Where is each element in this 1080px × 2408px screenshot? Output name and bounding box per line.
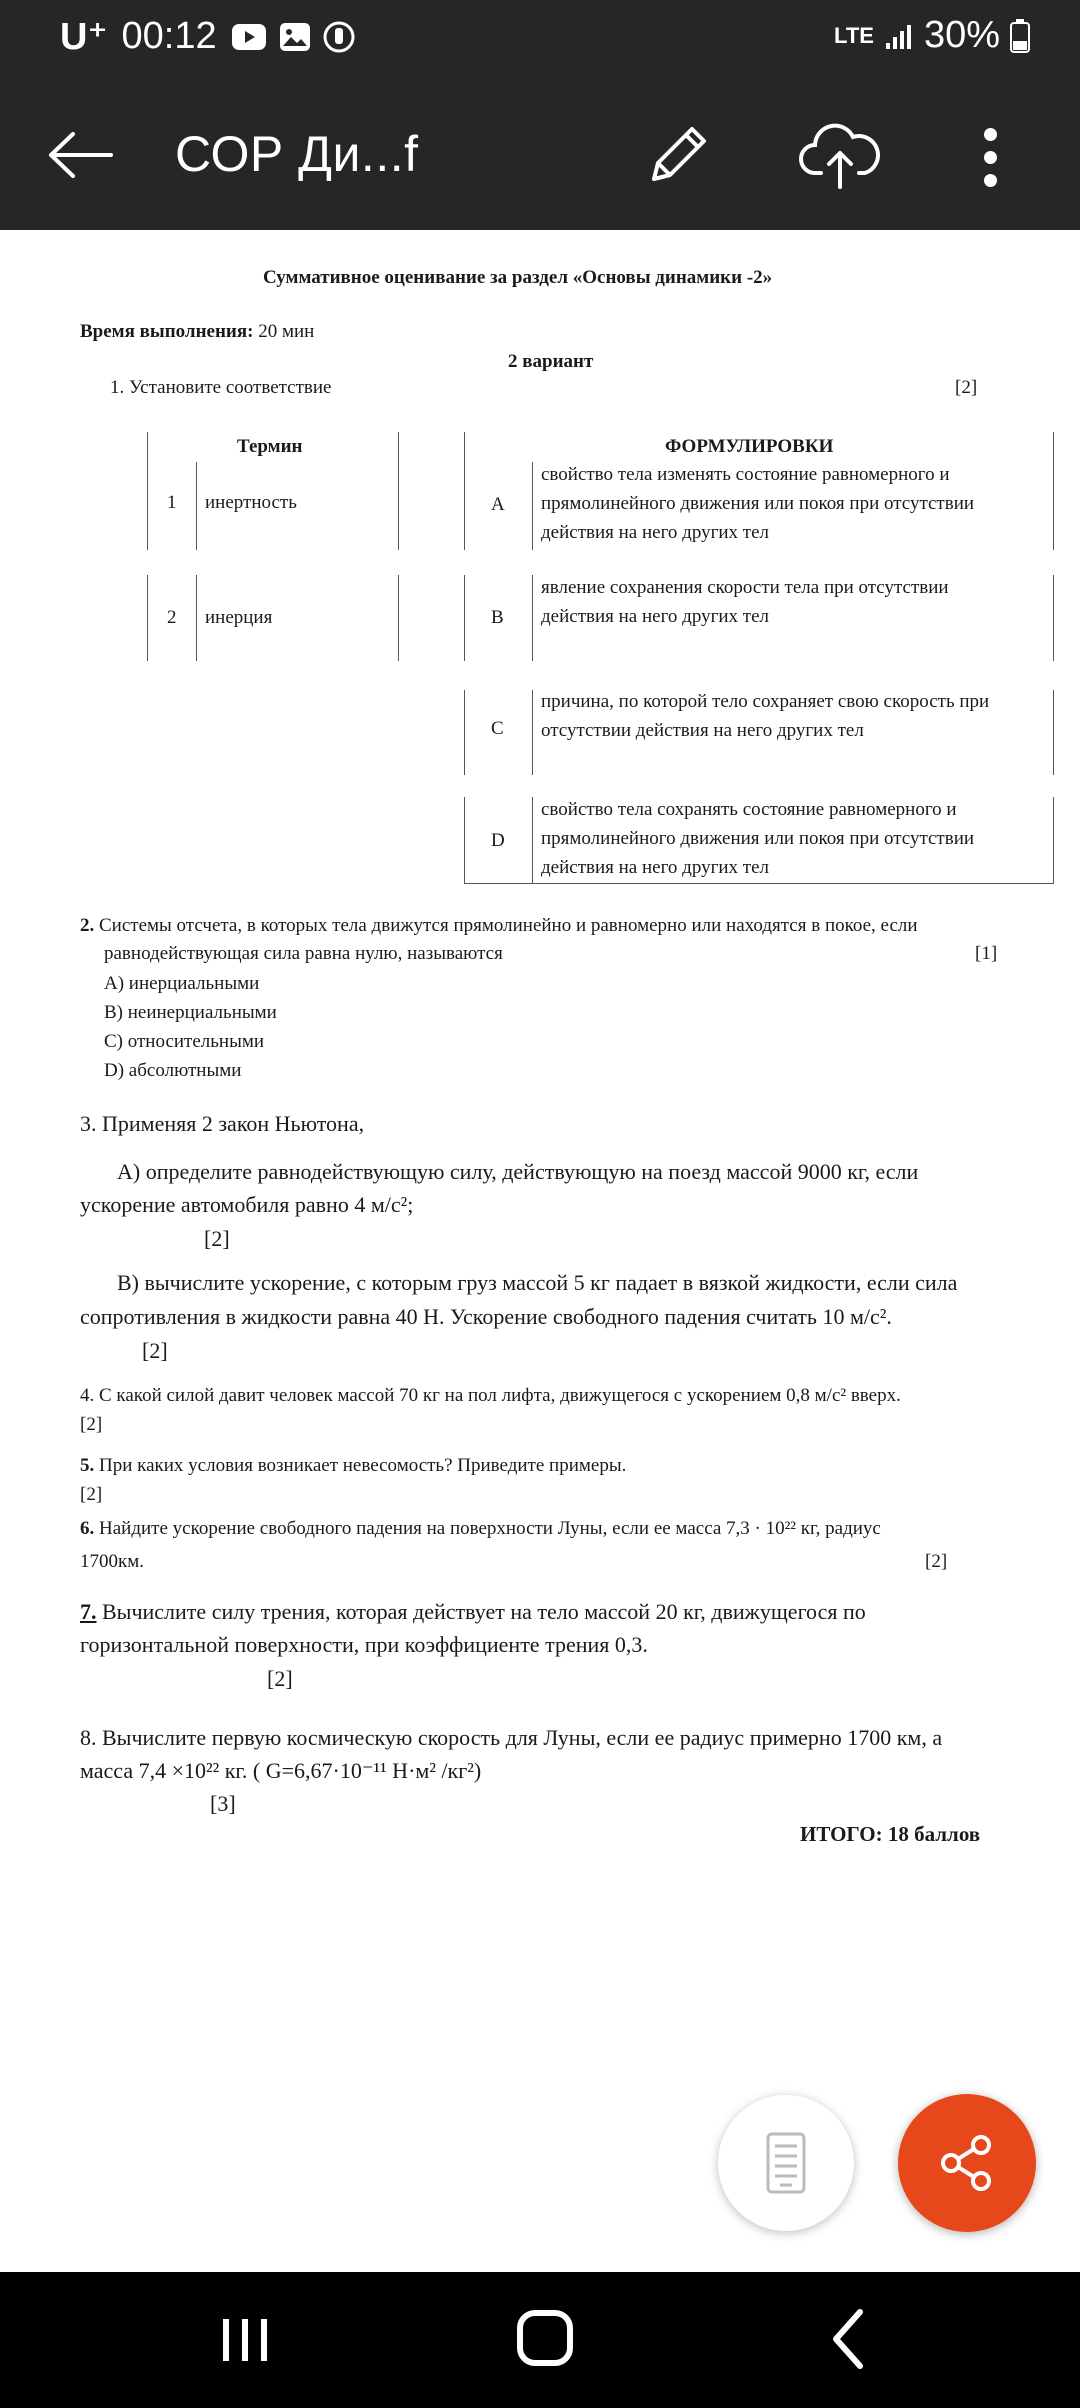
term-2: инерция: [205, 607, 273, 628]
page-view-button[interactable]: [718, 2095, 854, 2231]
q3-a-line2: ускорение автомобиля равно 4 м/с²;: [80, 1192, 414, 1217]
def-c-line: отсутствии действия на него других тел: [541, 720, 864, 741]
back-arrow-icon: [47, 130, 113, 180]
term-1: инертность: [205, 492, 297, 513]
share-icon: [935, 2131, 999, 2195]
def-a: [541, 460, 974, 547]
document-title: СОР Ди...f: [175, 126, 419, 182]
q3-a-line1: A) определите равнодействующую силу, действующую на поезд массой 9000 кг, если: [117, 1159, 919, 1184]
def-d-line: прямолинейного движения или покоя при отсутствии: [541, 828, 975, 849]
more-options-icon: [984, 128, 997, 141]
app-bar: [0, 85, 1080, 230]
def-d: [541, 795, 974, 882]
cloud-upload-icon: [795, 117, 885, 193]
q8-line1: 8. Вычислите первую космическую скорость для Луны, если ее радиус примерно 1700 км, а: [80, 1725, 943, 1750]
q2-line2: равнодействующая сила равна нулю, называются: [104, 943, 503, 964]
q1-text: 1. Установите соответствие: [110, 377, 332, 398]
def-letter-d: D: [491, 830, 505, 851]
navigation-bar: [0, 2272, 1080, 2408]
battery-percent: 30%: [923, 14, 1000, 56]
q7-line1: [80, 1595, 866, 1629]
q6-line2: 1700км.: [80, 1551, 145, 1572]
q8-points: [3]: [210, 1791, 236, 1816]
q6-text: Найдите ускорение свободного падения на поверхности Луны, если ее масса 7,3 · 10²² кг, радиус: [94, 1518, 881, 1539]
recent-apps-icon: [223, 2319, 229, 2361]
time-label: Время выполнения:: [80, 321, 254, 342]
hand-notification-icon: [323, 20, 355, 54]
more-options-button[interactable]: [960, 117, 1020, 197]
carrier-label: U⁺: [60, 16, 108, 58]
nav-back-button[interactable]: [820, 2306, 880, 2372]
variant-label: 2 вариант: [508, 351, 594, 372]
def-b-line: явление сохранения скорости тела при отсутствии: [541, 577, 949, 598]
term-num-1: 1: [167, 492, 177, 513]
def-a-line: действия на него других тел: [541, 522, 769, 543]
def-letter-a: A: [491, 494, 505, 515]
youtube-notification-icon: [231, 23, 267, 51]
chevron-left-icon: [820, 2306, 880, 2372]
col-term-header: Термин: [237, 436, 303, 457]
share-button[interactable]: [898, 2094, 1036, 2232]
q3-b-points: [2]: [142, 1338, 168, 1363]
q5-text: При каких условия возникает невесомость? Приведите примеры.: [94, 1455, 627, 1476]
q5-points: [2]: [80, 1484, 103, 1505]
gallery-notification-icon: [279, 22, 311, 52]
q3-a-points: [2]: [204, 1226, 230, 1251]
q6-num: 6.: [80, 1518, 95, 1539]
q2-option-d: D) абсолютными: [104, 1060, 242, 1081]
q3-b-line2: сопротивления в жидкости равна 40 Н. Ускорение свободного падения считать 10 м/с².: [80, 1304, 892, 1329]
q4-text: 4. С какой силой давит человек массой 70 кг на пол лифта, движущегося с ускорением 0,8 м/с² вверх.: [80, 1385, 901, 1406]
q2-num: 2.: [80, 915, 95, 936]
col-def-header: ФОРМУЛИРОВКИ: [665, 436, 834, 457]
q7-line2: горизонтальной поверхности, при коэффициенте трения 0,3.: [80, 1632, 648, 1657]
q6-points: [2]: [925, 1551, 948, 1572]
q7-num: 7.: [80, 1599, 97, 1624]
battery-icon: [1010, 19, 1030, 53]
time-line: [80, 318, 314, 346]
term-num-2: 2: [167, 607, 177, 628]
q5-num: 5.: [80, 1455, 95, 1476]
more-dot: [984, 174, 997, 187]
q7-text: Вычислите силу трения, которая действует на тело массой 20 кг, движущегося по: [96, 1599, 866, 1624]
q2-option-b: B) неинерциальными: [104, 1002, 277, 1023]
more-dot: [984, 151, 997, 164]
q4-points: [2]: [80, 1414, 103, 1435]
q1-points: [2]: [955, 377, 978, 398]
def-a-line: прямолинейного движения или покоя при отсутствии: [541, 493, 975, 514]
q3-intro: 3. Применяя 2 закон Ньютона,: [80, 1111, 365, 1136]
q2-text: Системы отсчета, в которых тела движутся прямолинейно и равномерно или находятся в покое, если: [94, 915, 918, 936]
home-button[interactable]: [517, 2310, 573, 2366]
def-c: [541, 687, 989, 745]
q2-points: [1]: [975, 943, 998, 964]
def-b-line: действия на него других тел: [541, 606, 769, 627]
cloud-upload-button[interactable]: [795, 117, 885, 197]
pencil-icon: [640, 117, 716, 193]
back-button[interactable]: [40, 115, 120, 195]
doc-heading: Суммативное оценивание за раздел «Основы динамики -2»: [263, 267, 773, 288]
recent-bar: [261, 2319, 267, 2361]
clock: 00:12: [121, 15, 217, 57]
total-score: ИТОГО: 18 баллов: [800, 1822, 981, 1846]
recent-bar: [242, 2319, 248, 2361]
def-letter-b: B: [491, 607, 504, 628]
document-page[interactable]: [0, 230, 1080, 2272]
def-d-line: свойство тела сохранять состояние равномерного и: [541, 799, 957, 820]
edit-button[interactable]: [640, 117, 720, 197]
q7-points: [2]: [267, 1666, 293, 1691]
signal-icon: [884, 21, 914, 51]
document-lines-icon: [766, 2132, 806, 2194]
lte-icon: LTE: [834, 22, 874, 48]
def-b: [541, 573, 949, 631]
q5-line: [80, 1452, 626, 1480]
status-bar: [0, 0, 1080, 85]
q2-option-c: C) относительными: [104, 1031, 265, 1052]
q2-option-a: A) инерциальными: [104, 973, 260, 994]
recent-apps-button[interactable]: [215, 2310, 275, 2370]
def-letter-c: C: [491, 718, 504, 739]
def-a-line: свойство тела изменять состояние равномерного и: [541, 464, 950, 485]
q2-line1: [80, 912, 918, 940]
q6-line1: [80, 1515, 881, 1543]
def-d-line: действия на него других тел: [541, 857, 769, 878]
q8-line2: масса 7,4 ×10²² кг. ( G=6,67·10⁻¹¹ Н·м² /кг²): [80, 1758, 482, 1783]
time-value: 20 мин: [258, 321, 315, 342]
def-c-line: причина, по которой тело сохраняет свою скорость при: [541, 691, 990, 712]
q3-b-line1: B) вычислите ускорение, с которым груз массой 5 кг падает в вязкой жидкости, если сила: [117, 1270, 958, 1295]
